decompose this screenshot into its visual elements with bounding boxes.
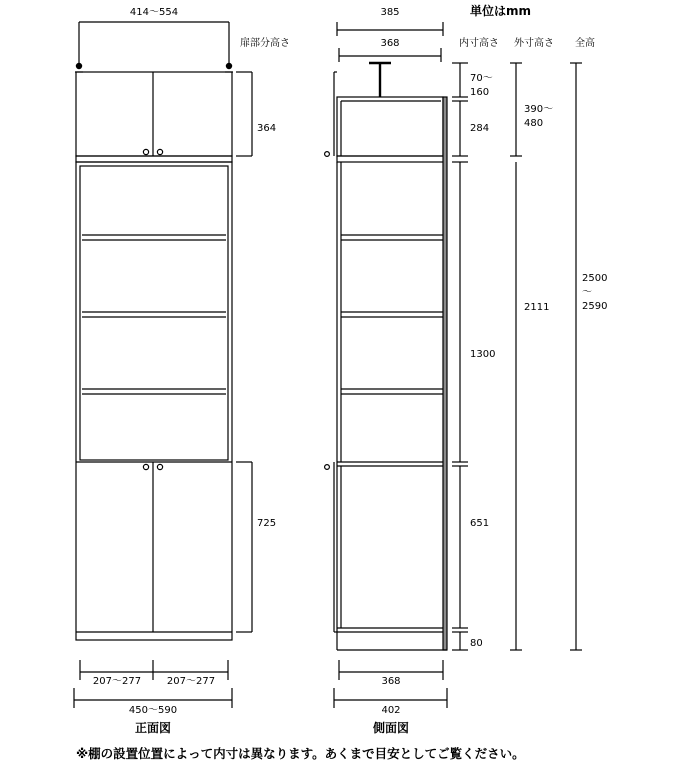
front-upper-door-height-label: 364 <box>257 123 277 134</box>
lower-knob-left-icon <box>143 464 148 469</box>
header-door-height: 扉部分高さ <box>240 38 290 49</box>
front-door-width-right-label: 207〜277 <box>166 676 216 687</box>
side-bottom-depth-label: 402 <box>381 705 401 716</box>
side-divider-band <box>337 156 446 162</box>
side-total-label-3: 2590 <box>582 301 608 312</box>
front-view-title: 正面図 <box>134 721 172 735</box>
side-view <box>325 22 582 708</box>
header-outer-height: 外寸高さ <box>514 38 554 49</box>
front-upper-doors <box>76 72 232 156</box>
side-upper-outer-label-1: 390〜 <box>524 104 554 115</box>
side-upper-knob-icon <box>325 152 330 157</box>
lower-knob-right-icon <box>157 464 162 469</box>
front-open-area <box>80 166 228 460</box>
upper-knob-right-icon <box>157 149 162 154</box>
front-carcass <box>76 162 232 640</box>
side-total-label-1: 2500 <box>582 273 608 284</box>
front-divider-band <box>76 156 232 162</box>
side-gap-label-2: 160 <box>470 87 490 98</box>
side-inner-depth-label: 368 <box>380 38 400 49</box>
side-total-label-2: 〜 <box>582 287 592 298</box>
side-upper-box <box>337 97 443 156</box>
adjuster-left-icon <box>76 63 81 68</box>
front-lower-door-height-label: 725 <box>257 518 277 529</box>
side-bottom-inner-depth-label: 368 <box>381 676 401 687</box>
side-lower-outer-label: 2111 <box>524 302 550 313</box>
adjuster-right-icon <box>226 63 231 68</box>
front-door-width-left-label: 207〜277 <box>92 676 142 687</box>
front-view <box>74 22 252 708</box>
side-upper-inner-label: 284 <box>470 123 490 134</box>
header-total-height: 全高 <box>575 38 595 49</box>
footnote: ※棚の設置位置によって内寸は異なります。あくまで目安としてご覧ください。 <box>76 746 525 761</box>
side-upper-outer-label-2: 480 <box>524 118 544 129</box>
side-top-depth-label: 385 <box>380 7 400 18</box>
side-lower-knob-icon <box>325 465 330 470</box>
side-lower-inner-label: 651 <box>470 518 490 529</box>
side-base-label: 80 <box>470 638 483 649</box>
front-top-range-label: 414〜554 <box>129 7 179 18</box>
side-gap-label-1: 70〜 <box>470 73 493 84</box>
unit-label: 単位はmm <box>470 4 532 18</box>
header-inner-height: 内寸高さ <box>459 38 499 49</box>
side-back-panel <box>443 97 447 650</box>
upper-knob-left-icon <box>143 149 148 154</box>
side-view-title: 側面図 <box>372 721 410 735</box>
front-total-width-label: 450〜590 <box>128 705 178 716</box>
side-mid-inner-label: 1300 <box>470 349 496 360</box>
